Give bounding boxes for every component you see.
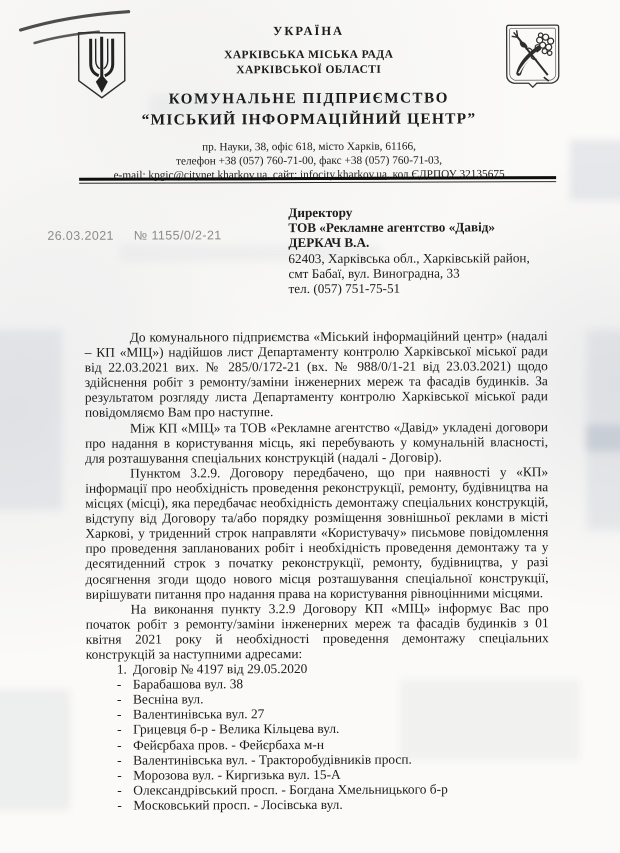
site-label: , сайт: [267,168,301,181]
recipient-address-line2: смт Бабаї, вул. Виноградна, 33 [288,265,460,281]
website-link[interactable]: infocity.kharkov.ua [300,168,388,181]
address-text: Весніна вул. [132,691,204,707]
registration-stamp [47,228,221,243]
recipient-person: ДЕРКАЧ В.А. [288,235,370,251]
address-dash: - [117,767,122,783]
address-dash: - [116,676,122,692]
address-list-item [86,736,549,753]
address-dash: - [116,691,122,707]
address-text: Олександрівський просп. - Богдана Хмельницького б-р [133,781,448,798]
address-list-item [86,690,549,707]
item-number: 1. [116,661,127,677]
address-list-item [86,766,549,783]
address-dash: - [117,782,122,798]
organization-name: “МІСЬКИЙ ІНФОРМАЦІЙНИЙ ЦЕНТР” [141,110,477,129]
address-text: Валентинівська вул. - Тракторобудівників просп. [133,751,412,768]
address-dash: - [117,722,122,738]
contract-item-text: Договір № 4197 від 29.05.2020 [132,661,308,677]
recipient-title: Директору [288,204,353,221]
letter-date: 26.03.2021 [47,228,114,243]
address-text: Грицевця б-р - Велика Кільцева вул. [133,721,340,738]
recipient-address-line1: 62403, Харківська обл., Харківській район, [288,249,530,266]
email-label: e-mail: [113,169,149,182]
council-name [0,47,619,78]
paragraph-clause: Пунктом 3.2.9. Договору передбачено, що при наявності у «КП» інформації про необхідність проведення реконструкції, ремонту, будівництва на місцях (місці), яка передбачає необхідність демонтажу спеціальних конструкцій, відступу від Договору та/або порядку розміщення зовнішньої реклами в місті Харкові, у триденний строк направляти «Користувачу» письмове повідомлення про проведення запланованих робіт і необхідність проведення демонтажу та у десятиденний строк з початку реконструкції, ремонту, будівництва, у разі досягнення згоди щодо нового місця розташування спеціальної конструкції, вирішувати питання про надання права на користування рівноцінними місцями. [85,464,549,602]
address-text: Валентинівська вул. 27 [132,706,265,722]
address-text: Московський просп. - Лосівська вул. [133,796,343,813]
letter-number: № 1155/0/2-21 [133,228,222,243]
address-list-item [86,721,549,738]
organization-type: КОМУНАЛЬНЕ ПІДПРИЄМСТВО [168,90,450,108]
recipient-block [288,204,530,296]
email-link[interactable]: kpgic@citynet.kharkov.ua [148,168,268,182]
contract-item [86,660,549,677]
postal-address: пр. Науки, 38, офіс 618, місто Харків, 61166, [202,140,416,154]
paragraph-contracts: Між КП «МІЦ» та ТОВ «Рекламне агентство «Давід» укладені договори про надання в користування місць, які перебувають у комунальній власності, для розташування спеціальних конструкцій (надалі - Договір). [85,418,549,466]
paragraph-notice: На виконання пункту 3.2.9 Договору КП «МІЦ» інформує Вас про початок робіт з ремонту/заміни інженерних мереж та фасадів будинків з 01 квітня 2021 року й необхідності проведення демонтажу спеціальних конструкцій за наступними адресами: [85,599,549,662]
edrpou-code: , код ЄДРПОУ 32135675 [387,167,505,181]
address-list-item [86,751,549,768]
letterhead [0,0,619,183]
address-list-item [86,706,549,723]
address-list [86,675,549,812]
phone-fax-line: телефон +38 (057) 760-71-00, факс +38 (057) 760-71-03, [175,154,443,168]
address-dash: - [117,737,122,753]
address-list-item [86,675,549,692]
address-dash: - [117,752,122,768]
address-list-item [86,781,549,798]
recipient-phone: тел. (057) 751-75-51 [288,280,401,297]
council-line1: ХАРКІВСЬКА МІСЬКА РАДА [224,48,394,62]
council-line2: ХАРКІВСЬКОЇ ОБЛАСТІ [236,63,382,76]
address-dash: - [116,707,122,723]
letterhead-divider [79,176,556,184]
dismantle-list [86,660,550,813]
paragraph-intro: До комунального підприємства «Міський інформаційний центр» (надалі – КП «МІЦ») надійшов лист Департаменту контролю Харківської міської ради від 22.03.2021 вих. № 285/0/172-21 (вх. № 988/0/1-21 від 23.03.2021) щодо здійснення робіт з ремонту/заміни інженерних мереж та фасадів будинків. За результатом розгляду листа Департаменту контролю Харківської міської ради повідомляємо Вам про наступне. [84,328,548,421]
letter-body [85,328,550,813]
address-list-item [86,796,549,813]
address-text: Фейєрбаха пров. - Фейєрбаха м-н [133,736,325,753]
address-text: Морозова вул. - Киргизька вул. 15-А [133,766,341,783]
address-dash: - [117,797,122,813]
country-title: УКРАЇНА [273,23,345,39]
address-text: Барабашова вул. 38 [132,676,244,692]
recipient-company: ТОВ «Рекламне агентство «Давід» [288,219,496,236]
